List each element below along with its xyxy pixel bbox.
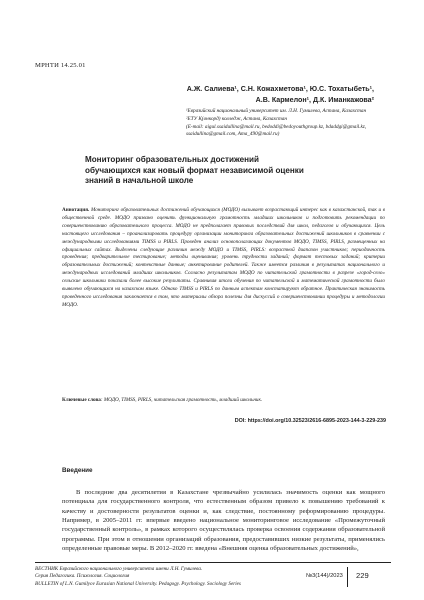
authors-line-2: А.В. Кармелон¹, Д.К. Иманкажова² [255,96,374,105]
authors [187,84,374,107]
keywords-text: : МОДО, TIMSS, PIRLS, читательская грамотность, младший школьник. [100,397,263,403]
affiliation-line-1: ¹Евразийский национальный университет им. Л.Н. Гумилева, Астана, Казахстан [186,108,367,114]
footer-separator [347,567,348,587]
journal-line-3: BULLETIN of L.N. Gumilyov Eurasian National University. Pedagogy. Psychology. Sociology Series [35,580,241,587]
abstract-text: Мониторинг образовательных достижений обучающихся (МОДО) вызывает возрастающий интерес как в казахстанской, так и в общественной среде. МОДО призвано оценить функциональную грамотность младших школьников и подготовить рекомендации по совершенствованию образовательного процесса. МОДО не предполагает правовых последствий для школ, педагогов и обучающихся. Цель настоящего исследования – проанализировать процедуру организации мониторинга образовательных достижений школьников в сравнении с международными исследованиями TIMSS и PIRLS. Проведен анализ основополагающих документов МОДО, TIMSS, PIRLS, размещенных на официальных сайтах. Выделены следующие различия между МОДО и TIMSS, PIRLS: возрастной диапазон участников; периодичность проведения; предварительное тестирование; методы оценивания; уровень трудности заданий; формат тестовых заданий; критерии образовательных достижений; контекстные данные; анкетирование родителей. Также имеется различия в результатах национального и международных исследований младших школьников. Согласно результатам МОДО по читательской грамотности в разрезе «город-село» сельские школьники показали более высокие результаты. Сравнивая итоги обучения по читательской и математической грамотности было выявлено обучающихся на казахском языке. Однако TIMSS и PIRLS по данным аспектам констатируют обратное. Практическая значимость проведенного исследования заключается в том, что материалы обзора полезны для дискуссий о совершенствовании процедуры и методологии МОДО. [62,207,385,308]
keywords-label: Ключевые слова [62,397,101,403]
journal-info [35,566,255,588]
affiliations [186,108,386,139]
abstract-label: Аннотация. [62,207,90,213]
affiliation-line-4: ssaidullina@gmail.com, Ama_490@mail.ru) [186,131,280,138]
journal-line-2: Серия Педагогика. Психология. Социология [35,573,130,580]
keywords [62,397,385,405]
affiliation-line-3: (E-mail: aigul.ssaidullina@mail.ru, bedoddi@bedoyouthgroup.kz, bdaddgi@gmail.kz, [186,123,367,130]
mrnti-code: МРНТИ 14.25.01 [35,62,86,69]
doi-link[interactable]: DOI: https://doi.org/10.32523/2616-6895-2023-144-3-229-239 [234,418,386,424]
issue-number: №3(144)/2023 [306,573,343,579]
introduction-text: В последние два десятилетия в Казахстане чрезвычайно усилилась значимость оценки как мощного потенциала для государственного контроля, что естественным образом привело к повышению требований к качеству и достоверности результатов оценки и, как следствие, постоянному реформированию процедуры. Например, в 2005–2011 гг. впервые введено национальное мониторинговое исследование «Промежуточный государственный контроль», в рамках которого осуществлялась проверка освоения содержания образовательной программы. При этом в отношении организаций образования, предоставивших низкие результаты, применялись определенные правовые меры. В 2012–2020 гг. введена «Внешняя оценка образовательных достижений», [62,489,385,553]
journal-line-1: ВЕСТНИК Евразийского национального университета имени Л.Н. Гумилева. [35,566,203,572]
affiliation-line-2: ²ЕТУ Қ(онкорд) колледж, Астана, Казахстан [186,115,287,122]
abstract [62,207,385,310]
article-title: Мониторинг образовательных достижений обучающихся как новый формат независимой оценки знаний в начальной школе [85,155,304,186]
footer-divider [35,562,391,563]
page-number: 229 [356,571,369,580]
section-heading-introduction: Введение [62,467,93,474]
authors-line-1: А.Ж. Салиева¹, С.Н. Кожахметова¹, Ю.С. Тохатыбеть¹, [186,85,374,93]
